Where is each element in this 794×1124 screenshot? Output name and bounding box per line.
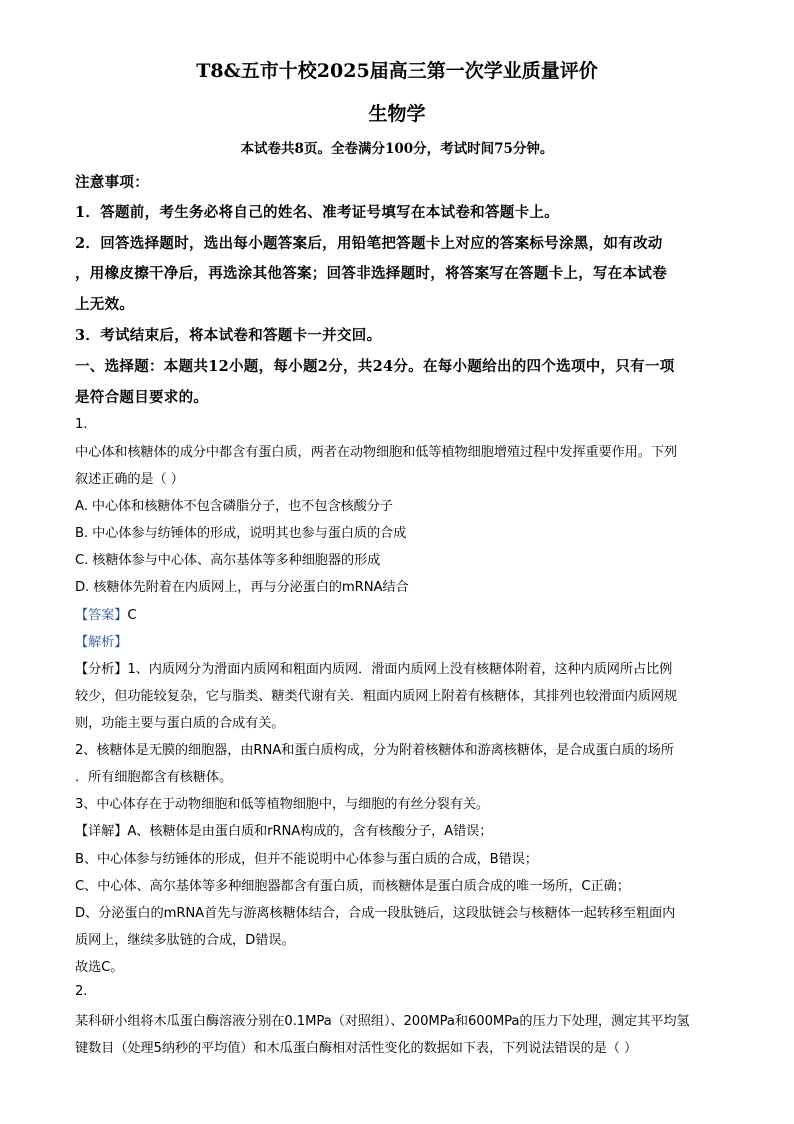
answer-line xyxy=(75,604,136,623)
notice-item: 2．回答选择题时，选出每小题答案后，用铅笔把答题卡上对应的答案标号涂黑，如有改动 xyxy=(75,235,663,252)
notice-item: ，用橡皮擦干净后，再选涂其他答案；回答非选择题时，将答案写在答题卡上，写在本试卷 xyxy=(75,265,667,282)
question-number: 1. xyxy=(75,417,88,432)
option-a: A. 中心体和核糖体不包含磷脂分子，也不包含核酸分子 xyxy=(75,499,393,514)
analysis-line: 【详解】A、核糖体是由蛋白质和rRNA构成的，含有核酸分子，A错误； xyxy=(75,824,493,839)
analysis-line: 【分析】1、内质网分为滑面内质网和粗面内质网．滑面内质网上没有核糖体附着，这种内质网所占比例 xyxy=(75,662,673,677)
exam-info: 本试卷共8页。全卷满分100分，考试时间75分钟。 xyxy=(240,141,554,157)
section-heading-cont: 是符合题目要求的。 xyxy=(75,389,209,406)
question-stem: 叙述正确的是（ ） xyxy=(75,472,184,487)
exam-title: T8&五市十校2025届高三第一次学业质量评价 xyxy=(196,60,598,82)
question-number: 2. xyxy=(75,984,88,999)
analysis-line: D、分泌蛋白的mRNA首先与游离核糖体结合，合成一段肽链后，这段肽链会与核糖体一起转移至粗面内 xyxy=(75,906,676,921)
notice-heading: 注意事项： xyxy=(75,174,149,191)
answer-label: 【答案】 xyxy=(75,608,128,623)
conclusion: 故选C。 xyxy=(75,960,124,975)
analysis-line: C、中心体、高尔基体等多种细胞器都含有蛋白质，而核糖体是蛋白质合成的唯一场所，C正确； xyxy=(75,879,630,894)
notice-item: 1．答题前，考生务必将自己的姓名、准考证号填写在本试卷和答题卡上。 xyxy=(75,204,559,221)
notice-item: 上无效。 xyxy=(75,296,135,313)
subject-title: 生物学 xyxy=(368,103,426,125)
notice-item: 3．考试结束后，将本试卷和答题卡一并交回。 xyxy=(75,327,382,344)
analysis-line: 3、中心体存在于动物细胞和低等植物细胞中，与细胞的有丝分裂有关。 xyxy=(75,797,490,812)
answer-value: C xyxy=(127,608,137,623)
analysis-line: ．所有细胞都含有核糖体。 xyxy=(75,770,233,785)
analysis-line: 较少，但功能较复杂，它与脂类、糖类代谢有关．粗面内质网上附着有核糖体，其排列也较滑面内质网规 xyxy=(75,689,678,704)
option-d: D. 核糖体先附着在内质网上，再与分泌蛋白的mRNA结合 xyxy=(75,580,409,595)
analysis-label: 【解析】 xyxy=(75,635,128,650)
question-stem: 中心体和核糖体的成分中都含有蛋白质，两者在动物细胞和低等植物细胞增殖过程中发挥重要作用。下列 xyxy=(75,445,678,460)
option-c: C. 核糖体参与中心体、高尔基体等多种细胞器的形成 xyxy=(75,553,381,568)
section-heading: 一、选择题：本题共12小题，每小题2分，共24分。在每小题给出的四个选项中，只有一项 xyxy=(75,358,675,375)
analysis-line: 则，功能主要与蛋白质的合成有关。 xyxy=(75,716,285,731)
option-b: B. 中心体参与纺锤体的形成，说明其也参与蛋白质的合成 xyxy=(75,526,407,541)
analysis-line: 2、核糖体是无膜的细胞器，由RNA和蛋白质构成，分为附着核糖体和游离核糖体，是合成蛋白质的场所 xyxy=(75,743,674,758)
question-stem: 键数目（处理5纳秒的平均值）和木瓜蛋白酶相对活性变化的数据如下表，下列说法错误的是（ ） xyxy=(75,1041,638,1056)
question-stem: 某科研小组将木瓜蛋白酶溶液分别在0.1MPa（对照组）、200MPa和600MPa的压力下处理，测定其平均氢 xyxy=(75,1014,690,1029)
analysis-line: 质网上，继续多肽链的合成，D错误。 xyxy=(75,933,295,948)
analysis-line: B、中心体参与纺锤体的形成，但并不能说明中心体参与蛋白质的合成，B错误； xyxy=(75,852,538,867)
